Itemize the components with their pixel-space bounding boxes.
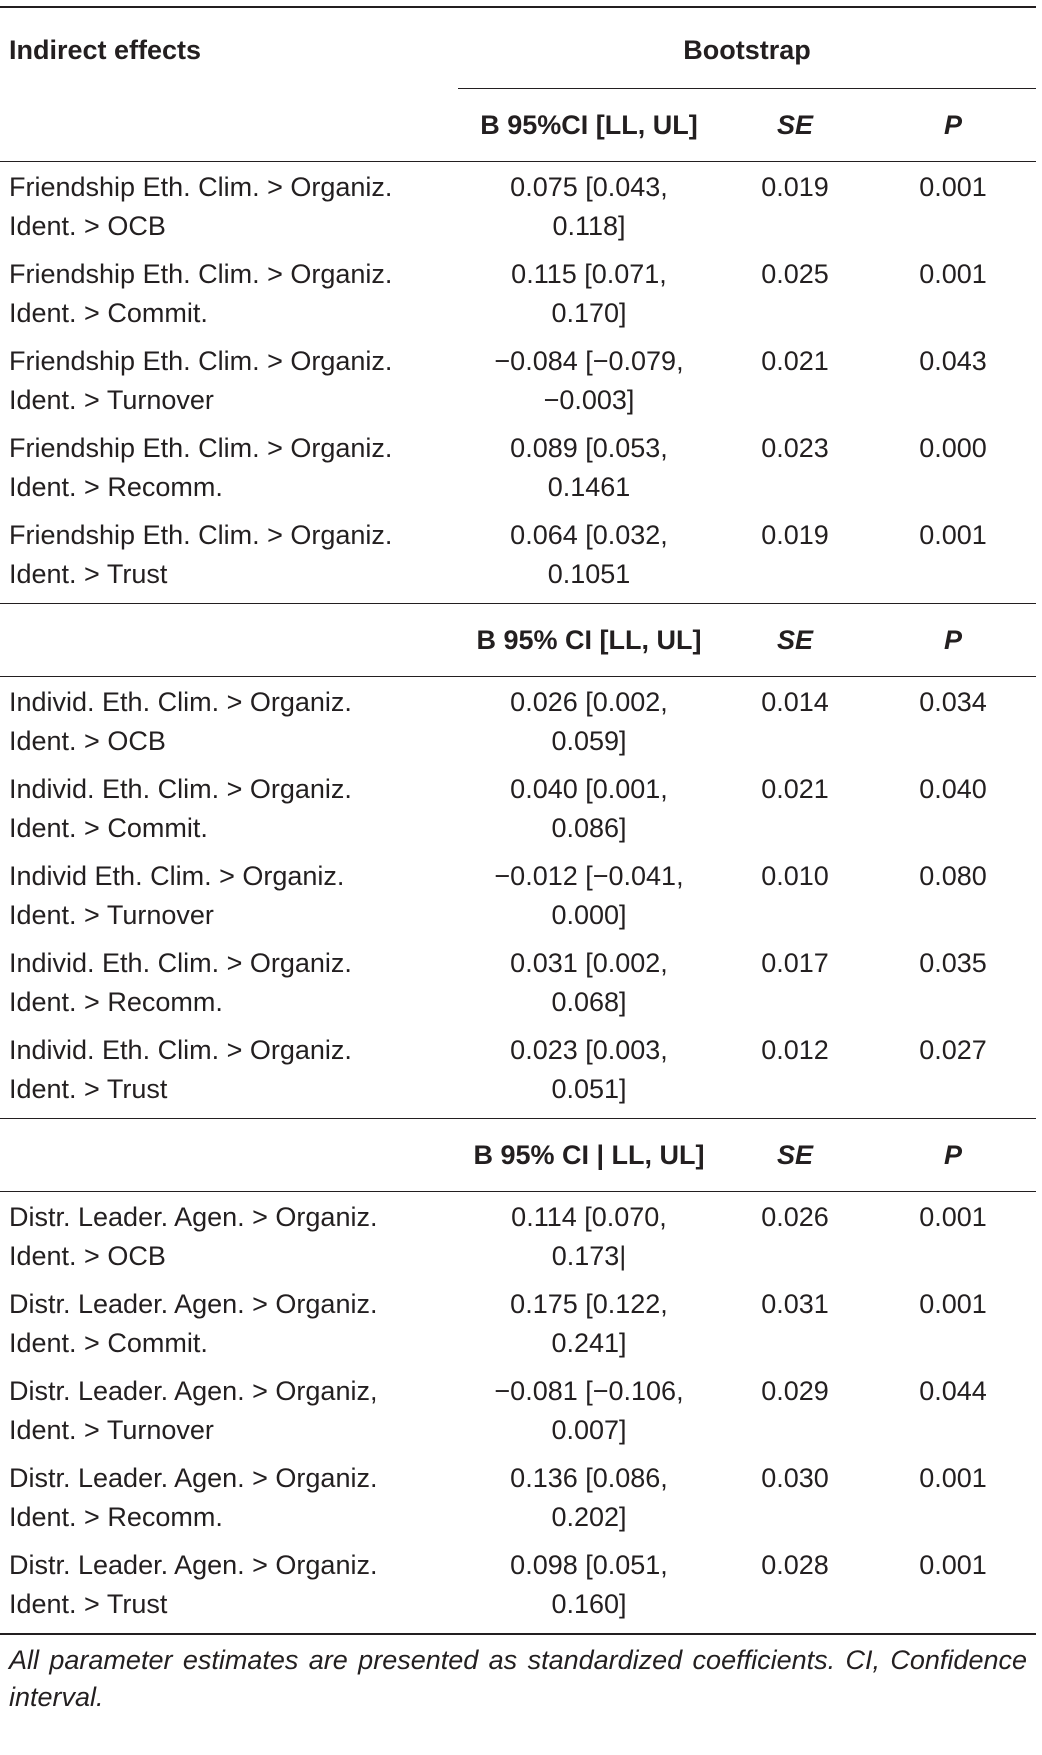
table-row: [0, 1025, 1036, 1119]
b-ci-line-2: 0.170]: [551, 298, 627, 328]
b-ci-cell: [458, 510, 720, 604]
effect-line-1: Individ Eth. Clim. > Organiz.: [9, 861, 345, 891]
b-ci-cell: [458, 1192, 720, 1280]
effect-line-1: Distr. Leader. Agen. > Organiz.: [9, 1463, 378, 1493]
effect-line-2: Ident. > Commit.: [9, 298, 208, 328]
effect-line-2: Ident. > OCB: [9, 726, 166, 756]
table-row: [0, 510, 1036, 604]
effect-line-2: Ident. > Commit.: [9, 813, 208, 843]
effect-cell: [0, 1192, 458, 1280]
effect-line-1: Friendship Eth. Clim. > Organiz.: [9, 346, 393, 376]
subheader-p: P: [870, 1119, 1036, 1192]
column-header-indirect-effects: Indirect effects: [0, 7, 458, 89]
b-ci-line-1: 0.175 [0.122,: [510, 1289, 668, 1319]
indirect-effects-table: [0, 6, 1036, 1716]
b-ci-line-1: −0.012 [−0.041,: [494, 861, 684, 891]
table-footnote-row: [0, 1634, 1036, 1716]
b-ci-cell: [458, 249, 720, 336]
b-ci-line-2: 0.160]: [551, 1589, 627, 1619]
b-ci-line-1: 0.114 [0.070,: [511, 1202, 667, 1232]
table-row: [0, 423, 1036, 510]
section-subheader: [0, 604, 1036, 677]
p-cell: 0.027: [919, 1035, 987, 1065]
effect-line-2: Ident. > Turnover: [9, 385, 214, 415]
se-cell: 0.029: [761, 1376, 829, 1406]
b-ci-cell: [458, 336, 720, 423]
b-ci-line-1: 0.115 [0.071,: [511, 259, 667, 289]
effect-cell: [0, 764, 458, 851]
table-row: [0, 851, 1036, 938]
effect-line-1: Distr. Leader. Agen. > Organiz.: [9, 1550, 378, 1580]
b-ci-line-1: 0.023 [0.003,: [510, 1035, 668, 1065]
effect-cell: [0, 938, 458, 1025]
b-ci-cell: [458, 1279, 720, 1366]
table-row: [0, 677, 1036, 765]
effect-line-2: Ident. > Recomm.: [9, 987, 223, 1017]
section-subheader: [0, 89, 1036, 162]
b-ci-cell: [458, 1025, 720, 1119]
table-row: [0, 1192, 1036, 1280]
subheader-b-ci: B 95%CI [LL, UL]: [458, 89, 720, 162]
subheader-blank: [0, 89, 458, 162]
table-row: [0, 336, 1036, 423]
p-cell: 0.001: [919, 259, 987, 289]
se-cell: 0.012: [761, 1035, 829, 1065]
b-ci-line-2: 0.241]: [551, 1328, 627, 1358]
effect-line-1: Distr. Leader. Agen. > Organiz,: [9, 1376, 378, 1406]
effect-line-1: Distr. Leader. Agen. > Organiz.: [9, 1202, 378, 1232]
b-ci-cell: [458, 1366, 720, 1453]
b-ci-line-1: 0.031 [0.002,: [510, 948, 668, 978]
effect-line-2: Ident. > OCB: [9, 211, 166, 241]
b-ci-line-1: −0.084 [−0.079,: [494, 346, 684, 376]
effect-cell: [0, 423, 458, 510]
p-cell: 0.001: [919, 1550, 987, 1580]
effect-line-2: Ident. > Trust: [9, 559, 168, 589]
effect-cell: [0, 1279, 458, 1366]
se-cell: 0.028: [761, 1550, 829, 1580]
effect-line-1: Individ. Eth. Clim. > Organiz.: [9, 774, 352, 804]
effect-line-1: Individ. Eth. Clim. > Organiz.: [9, 687, 352, 717]
se-cell: 0.025: [761, 259, 829, 289]
b-ci-line-1: 0.075 [0.043,: [510, 172, 668, 202]
effect-line-2: Ident. > OCB: [9, 1241, 166, 1271]
b-ci-line-1: 0.136 [0.086,: [510, 1463, 668, 1493]
b-ci-line-2: 0.173|: [551, 1241, 627, 1271]
table-row: [0, 162, 1036, 250]
subheader-se: SE: [720, 89, 870, 162]
header-row: [0, 7, 1036, 89]
b-ci-cell: [458, 162, 720, 250]
se-cell: 0.014: [761, 687, 829, 717]
subheader-b-ci: B 95% CI [LL, UL]: [458, 604, 720, 677]
effect-line-1: Individ. Eth. Clim. > Organiz.: [9, 948, 352, 978]
b-ci-cell: [458, 1540, 720, 1634]
subheader-se: SE: [720, 604, 870, 677]
subheader-blank: [0, 1119, 458, 1192]
effect-line-2: Ident. > Trust: [9, 1074, 168, 1104]
b-ci-line-1: 0.064 [0.032,: [510, 520, 668, 550]
effect-cell: [0, 336, 458, 423]
b-ci-line-2: 0.202]: [551, 1502, 627, 1532]
b-ci-line-2: 0.059]: [551, 726, 627, 756]
p-cell: 0.034: [919, 687, 987, 717]
effect-line-1: Friendship Eth. Clim. > Organiz.: [9, 433, 393, 463]
effect-line-2: Ident. > Turnover: [9, 900, 214, 930]
p-cell: 0.001: [919, 1463, 987, 1493]
p-cell: 0.040: [919, 774, 987, 804]
b-ci-line-2: 0.068]: [551, 987, 627, 1017]
effect-line-1: Distr. Leader. Agen. > Organiz.: [9, 1289, 378, 1319]
effect-line-1: Friendship Eth. Clim. > Organiz.: [9, 172, 393, 202]
table-row: [0, 1366, 1036, 1453]
effect-line-2: Ident. > Trust: [9, 1589, 168, 1619]
b-ci-line-2: 0.1461: [547, 472, 631, 502]
b-ci-line-2: 0.000]: [551, 900, 627, 930]
column-header-bootstrap: Bootstrap: [458, 7, 1036, 89]
se-cell: 0.010: [761, 861, 829, 891]
se-cell: 0.026: [761, 1202, 829, 1232]
effect-line-2: Ident. > Recomm.: [9, 472, 223, 502]
se-cell: 0.019: [761, 520, 829, 550]
se-cell: 0.021: [761, 774, 829, 804]
effect-cell: [0, 1540, 458, 1634]
subheader-p: P: [870, 604, 1036, 677]
p-cell: 0.080: [919, 861, 987, 891]
se-cell: 0.019: [761, 172, 829, 202]
b-ci-line-1: 0.040 [0.001,: [510, 774, 668, 804]
p-cell: 0.043: [919, 346, 987, 376]
table-row: [0, 764, 1036, 851]
b-ci-line-2: 0.051]: [551, 1074, 627, 1104]
b-ci-line-2: 0.118]: [552, 211, 626, 241]
effect-line-1: Friendship Eth. Clim. > Organiz.: [9, 520, 393, 550]
se-cell: 0.031: [761, 1289, 829, 1319]
effect-cell: [0, 1366, 458, 1453]
se-cell: 0.023: [761, 433, 829, 463]
b-ci-cell: [458, 677, 720, 765]
p-cell: 0.001: [919, 520, 987, 550]
b-ci-cell: [458, 1453, 720, 1540]
b-ci-line-1: −0.081 [−0.106,: [494, 1376, 684, 1406]
b-ci-cell: [458, 938, 720, 1025]
subheader-se: SE: [720, 1119, 870, 1192]
b-ci-line-2: 0.1051: [547, 559, 631, 589]
b-ci-cell: [458, 423, 720, 510]
b-ci-line-2: 0.007]: [551, 1415, 627, 1445]
section-subheader: [0, 1119, 1036, 1192]
effect-line-2: Ident. > Turnover: [9, 1415, 214, 1445]
p-cell: 0.001: [919, 172, 987, 202]
p-cell: 0.000: [919, 433, 987, 463]
se-cell: 0.021: [761, 346, 829, 376]
se-cell: 0.030: [761, 1463, 829, 1493]
b-ci-line-2: 0.086]: [551, 813, 627, 843]
effect-line-2: Ident. > Recomm.: [9, 1502, 223, 1532]
effect-line-1: Friendship Eth. Clim. > Organiz.: [9, 259, 393, 289]
effect-cell: [0, 249, 458, 336]
effect-cell: [0, 851, 458, 938]
subheader-blank: [0, 604, 458, 677]
effect-cell: [0, 162, 458, 250]
effect-cell: [0, 1453, 458, 1540]
p-cell: 0.035: [919, 948, 987, 978]
table-footnote: All parameter estimates are presented as standardized coefficients. CI, Confidence interval.: [0, 1634, 1036, 1716]
table-row: [0, 249, 1036, 336]
table-row: [0, 938, 1036, 1025]
b-ci-cell: [458, 764, 720, 851]
effect-cell: [0, 510, 458, 604]
p-cell: 0.044: [919, 1376, 987, 1406]
effect-line-1: Individ. Eth. Clim. > Organiz.: [9, 1035, 352, 1065]
b-ci-line-1: 0.098 [0.051,: [510, 1550, 668, 1580]
p-cell: 0.001: [919, 1202, 987, 1232]
effect-cell: [0, 677, 458, 765]
b-ci-cell: [458, 851, 720, 938]
p-cell: 0.001: [919, 1289, 987, 1319]
table-row: [0, 1540, 1036, 1634]
table-row: [0, 1279, 1036, 1366]
b-ci-line-1: 0.026 [0.002,: [510, 687, 668, 717]
effect-line-2: Ident. > Commit.: [9, 1328, 208, 1358]
subheader-b-ci: B 95% CI | LL, UL]: [458, 1119, 720, 1192]
subheader-p: P: [870, 89, 1036, 162]
b-ci-line-2: −0.003]: [543, 385, 635, 415]
table-row: [0, 1453, 1036, 1540]
effect-cell: [0, 1025, 458, 1119]
b-ci-line-1: 0.089 [0.053,: [510, 433, 668, 463]
se-cell: 0.017: [761, 948, 829, 978]
